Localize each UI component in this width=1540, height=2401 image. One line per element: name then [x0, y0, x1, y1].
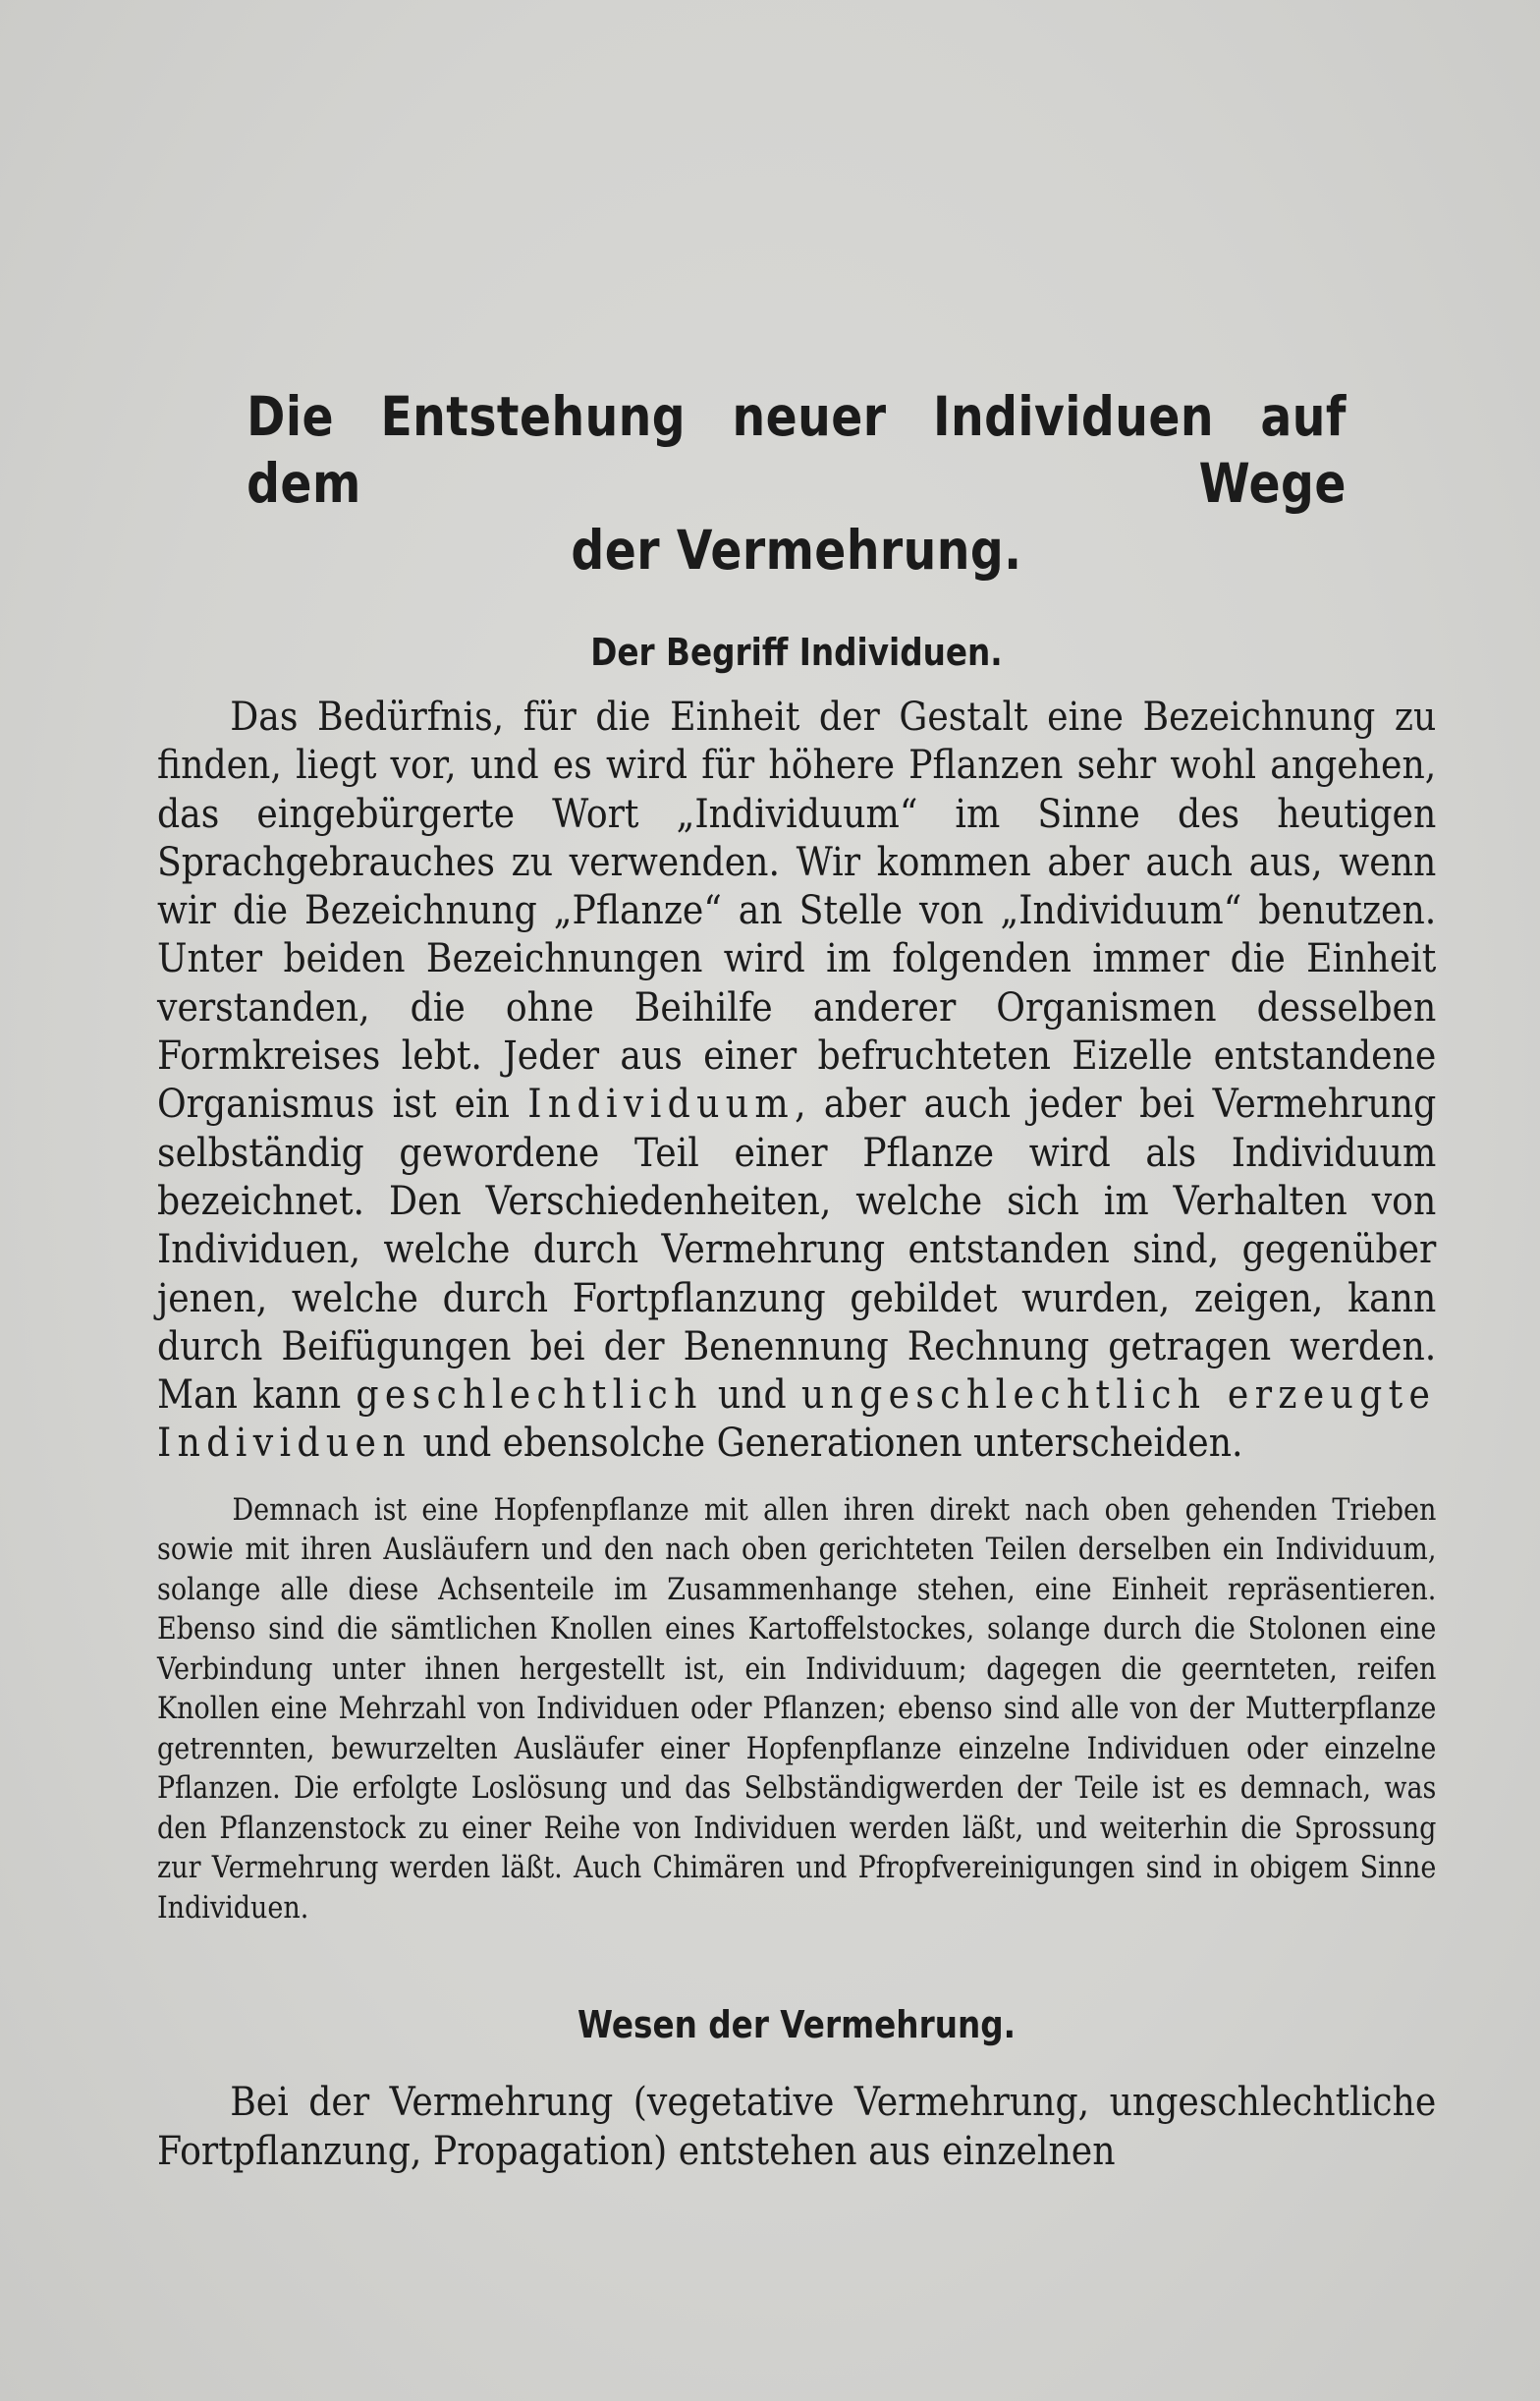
section-heading-individuen: Der Begriff Individuen.: [590, 631, 1003, 674]
body-paragraph-vermehrung: Bei der Vermehrung (vegetative Vermehrung, ungeschlechtliche Fortpflanzung, Propagation) entstehen aus einzelnen: [157, 2080, 1437, 2174]
body-paragraph: [157, 694, 1436, 1469]
paragraph-text: und: [717, 1372, 787, 1419]
text-column: [157, 383, 1436, 2176]
emphasis-geschlechtlich: geschlechtlich: [356, 1372, 703, 1419]
paragraph-text: Das Bedürfnis, für die Einheit der Gestalt eine Bezeichnung zu finden, liegt vor, und es wird für höhere Pflanzen sehr wohl angehen, das eingebürgerte Wort „Individuum“ im Sinne des heutigen Sprachgebrauches zu verwenden. Wir kommen aber auch aus, wenn wir die Bezeichnung „Pflanze“ an Stelle von „Individuum“ benutzen. Unter beiden Bezeichnungen wird im folgenden immer die Einheit verstanden, die ohne Beihilfe anderer Organismen desselben Formkreises lebt. Jeder aus einer befruchteten Eizelle entstandene Organismus ist ein: [157, 695, 1437, 1128]
emphasis-individuum: Individuum: [527, 1082, 796, 1128]
chapter-title-line-2: der Vermehrung.: [571, 519, 1022, 582]
paragraph-text: , aber auch jeder bei Vermehrung selbständig gewordene Teil einer Pflanze wird als Individuum bezeichnet. Den Verschiedenheiten, welche sich im Verhalten von Individuen, welche durch Vermehrung entstanden sind, gegenüber jenen, welche durch Fortpflanzung gebildet wurden, zeigen, kann durch Beifügungen bei der Benennung Rechnung getragen werden. Man kann: [157, 1082, 1437, 1419]
chapter-title-line-1: Die Entstehung neuer Individuen auf dem Wege: [247, 385, 1347, 515]
section-heading-vermehrung: Wesen der Vermehrung.: [577, 2003, 1017, 2047]
small-print-paragraph: Demnach ist eine Hopfenpflanze mit allen ihren direkt nach oben gehenden Trieben sowie mit ihren Ausläufern und den nach oben gerichteten Teilen derselben ein Individuum, solange alle diese Achsenteile im Zusammenhange stehen, eine Einheit repräsentieren. Ebenso sind die sämtlichen Knollen eines Kartoffelstockes, solange durch die Stolonen eine Verbindung unter ihnen hergestellt ist, ein Individuum; dagegen die geernteten, reifen Knollen eine Mehrzahl von Individuen oder Pflanzen; ebenso sind alle von der Mutterpflanze getrennten, bewurzelten Ausläufer einer Hopfenpflanze einzelne Individuen oder einzelne Pflanzen. Die erfolgte Loslösung und das Selbständigwerden der Teile ist es demnach, was den Pflanzenstock zu einer Reihe von Individuen werden läßt, und weiterhin die Sprossung zur Vermehrung werden läßt. Auch Chimären und Pfropfvereinigungen sind in obigem Sinne Individuen.: [157, 1491, 1437, 1926]
emphasis-ungeschlechtlich: ungeschlechtlich erzeugte Individuen: [157, 1372, 1437, 1467]
paragraph-text: und ebensolche Generationen unterscheiden.: [422, 1421, 1243, 1467]
chapter-title: [247, 383, 1347, 584]
